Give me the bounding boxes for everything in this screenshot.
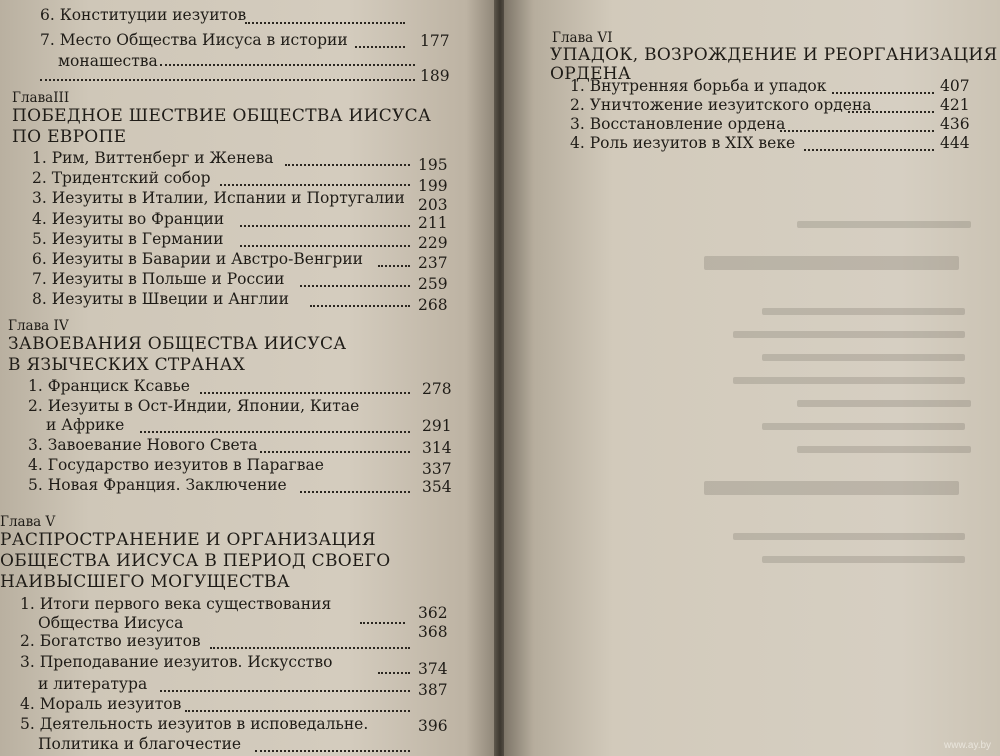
toc-entry: 1. Внутренняя борьба и упадок: [570, 77, 827, 95]
toc-entry: 2. Богатство иезуитов: [20, 632, 201, 650]
leader-dots: [240, 225, 410, 227]
toc-entry: 6. Конституции иезуитов: [40, 6, 247, 24]
leader-dots: [378, 265, 410, 267]
toc-entry: Общества Иисуса: [38, 614, 184, 632]
page-number: 444: [940, 134, 970, 152]
page-number: 314: [422, 439, 452, 457]
chapter-title: ОРДЕНА: [550, 64, 632, 84]
page-number: 211: [418, 214, 448, 232]
toc-entry: 5. Новая Франция. Заключение: [28, 476, 287, 494]
page-number: 354: [422, 478, 452, 496]
toc-entry: Политика и благочестие: [38, 735, 242, 753]
leader-dots: [300, 491, 410, 493]
leader-dots: [245, 22, 405, 24]
page-number: 199: [418, 177, 448, 195]
chapter-title: ОБЩЕСТВА ИИСУСА В ПЕРИОД СВОЕГО: [0, 551, 391, 571]
toc-entry: 1. Рим, Виттенберг и Женева: [32, 149, 274, 167]
leader-dots: [285, 164, 410, 166]
toc-entry: 4. Мораль иезуитов: [20, 695, 182, 713]
page-number: 268: [418, 296, 448, 314]
leader-dots: [255, 750, 410, 752]
chapter-title: ЗАВОЕВАНИЯ ОБЩЕСТВА ИИСУСА: [8, 334, 347, 354]
page-number: 291: [422, 417, 452, 435]
leader-dots: [378, 672, 410, 674]
toc-entry: 3. Преподавание иезуитов. Искусство: [20, 653, 333, 671]
toc-entry: 3. Завоевание Нового Света: [28, 436, 258, 454]
toc-entry: и Африке: [46, 416, 125, 434]
page-number: 195: [418, 156, 448, 174]
leader-dots: [240, 245, 410, 247]
leader-dots: [355, 46, 405, 48]
chapter-title: НАИВЫСШЕГО МОГУЩЕСТВА: [0, 572, 290, 592]
leader-dots: [804, 149, 934, 151]
page-number: 396: [418, 717, 448, 735]
chapter-title: РАСПРОСТРАНЕНИЕ И ОРГАНИЗАЦИЯ: [0, 530, 376, 550]
page-number: 421: [940, 96, 970, 114]
toc-entry: 8. Иезуиты в Швеции и Англии: [32, 290, 289, 308]
page-number: 189: [420, 67, 450, 85]
leader-dots: [140, 431, 410, 433]
leader-dots: [200, 392, 410, 394]
chapter-title: УПАДОК, ВОЗРОЖДЕНИЕ И РЕОРГАНИЗАЦИЯ: [550, 45, 998, 65]
toc-entry: 6. Иезуиты в Баварии и Австро-Венгрии: [32, 250, 363, 268]
page-number: 229: [418, 234, 448, 252]
page-number: 436: [940, 115, 970, 133]
toc-entry: и литература: [38, 675, 148, 693]
toc-entry: 5. Деятельность иезуитов в исповедальне.: [20, 715, 369, 733]
leader-dots: [160, 690, 410, 692]
show-through-text: [704, 205, 994, 585]
page-number: 177: [420, 32, 450, 50]
page-number: 278: [422, 380, 452, 398]
leader-dots: [185, 710, 410, 712]
toc-entry: 3. Восстановление ордена: [570, 115, 786, 133]
toc-entry: 4. Иезуиты во Франции: [32, 210, 225, 228]
leader-dots: [832, 92, 934, 94]
page-number: 237: [418, 254, 448, 272]
chapter-title: ПО ЕВРОПЕ: [12, 127, 127, 147]
leader-dots: [300, 285, 410, 287]
watermark: www.ay.by: [944, 740, 992, 751]
page-number: 337: [422, 460, 452, 478]
toc-entry: 4. Роль иезуитов в XIX веке: [570, 134, 796, 152]
toc-entry: 4. Государство иезуитов в Парагвае: [28, 456, 324, 474]
right-page: [504, 0, 1000, 756]
chapter-title: В ЯЗЫЧЕСКИХ СТРАНАХ: [8, 355, 246, 375]
page-number: 259: [418, 275, 448, 293]
leader-dots: [310, 305, 410, 307]
page-number: 203: [418, 196, 448, 214]
toc-entry: 1. Франциск Ксавье: [28, 377, 190, 395]
chapter-label: ГлаваIII: [12, 90, 70, 106]
toc-entry: 7. Место Общества Иисуса в истории: [40, 31, 348, 49]
leader-dots: [780, 130, 934, 132]
leader-dots: [210, 647, 410, 649]
toc-entry: монашества: [58, 52, 158, 70]
leader-dots: [40, 79, 415, 81]
page-number: 368: [418, 623, 448, 641]
toc-entry: 5. Иезуиты в Германии: [32, 230, 224, 248]
chapter-title: ПОБЕДНОЕ ШЕСТВИЕ ОБЩЕСТВА ИИСУСА: [12, 106, 432, 126]
page-number: 387: [418, 681, 448, 699]
toc-entry: 2. Иезуиты в Ост-Индии, Японии, Китае: [28, 397, 360, 415]
page-number: 374: [418, 660, 448, 678]
page-number: 362: [418, 604, 448, 622]
toc-entry: 2. Уничтожение иезуитского ордена: [570, 96, 872, 114]
leader-dots: [160, 64, 415, 66]
left-page: [0, 0, 496, 756]
leader-dots: [260, 451, 410, 453]
toc-entry: 1. Итоги первого века существования: [20, 595, 332, 613]
toc-entry: 7. Иезуиты в Польше и России: [32, 270, 285, 288]
page-number: 407: [940, 77, 970, 95]
toc-entry: 2. Тридентский собор: [32, 169, 211, 187]
leader-dots: [360, 622, 405, 624]
chapter-label: Глава VI: [552, 30, 613, 46]
toc-entry: 3. Иезуиты в Италии, Испании и Португалии: [32, 189, 405, 207]
leader-dots: [848, 111, 934, 113]
leader-dots: [220, 184, 410, 186]
chapter-label: Глава V: [0, 514, 56, 530]
chapter-label: Глава IV: [8, 318, 69, 334]
